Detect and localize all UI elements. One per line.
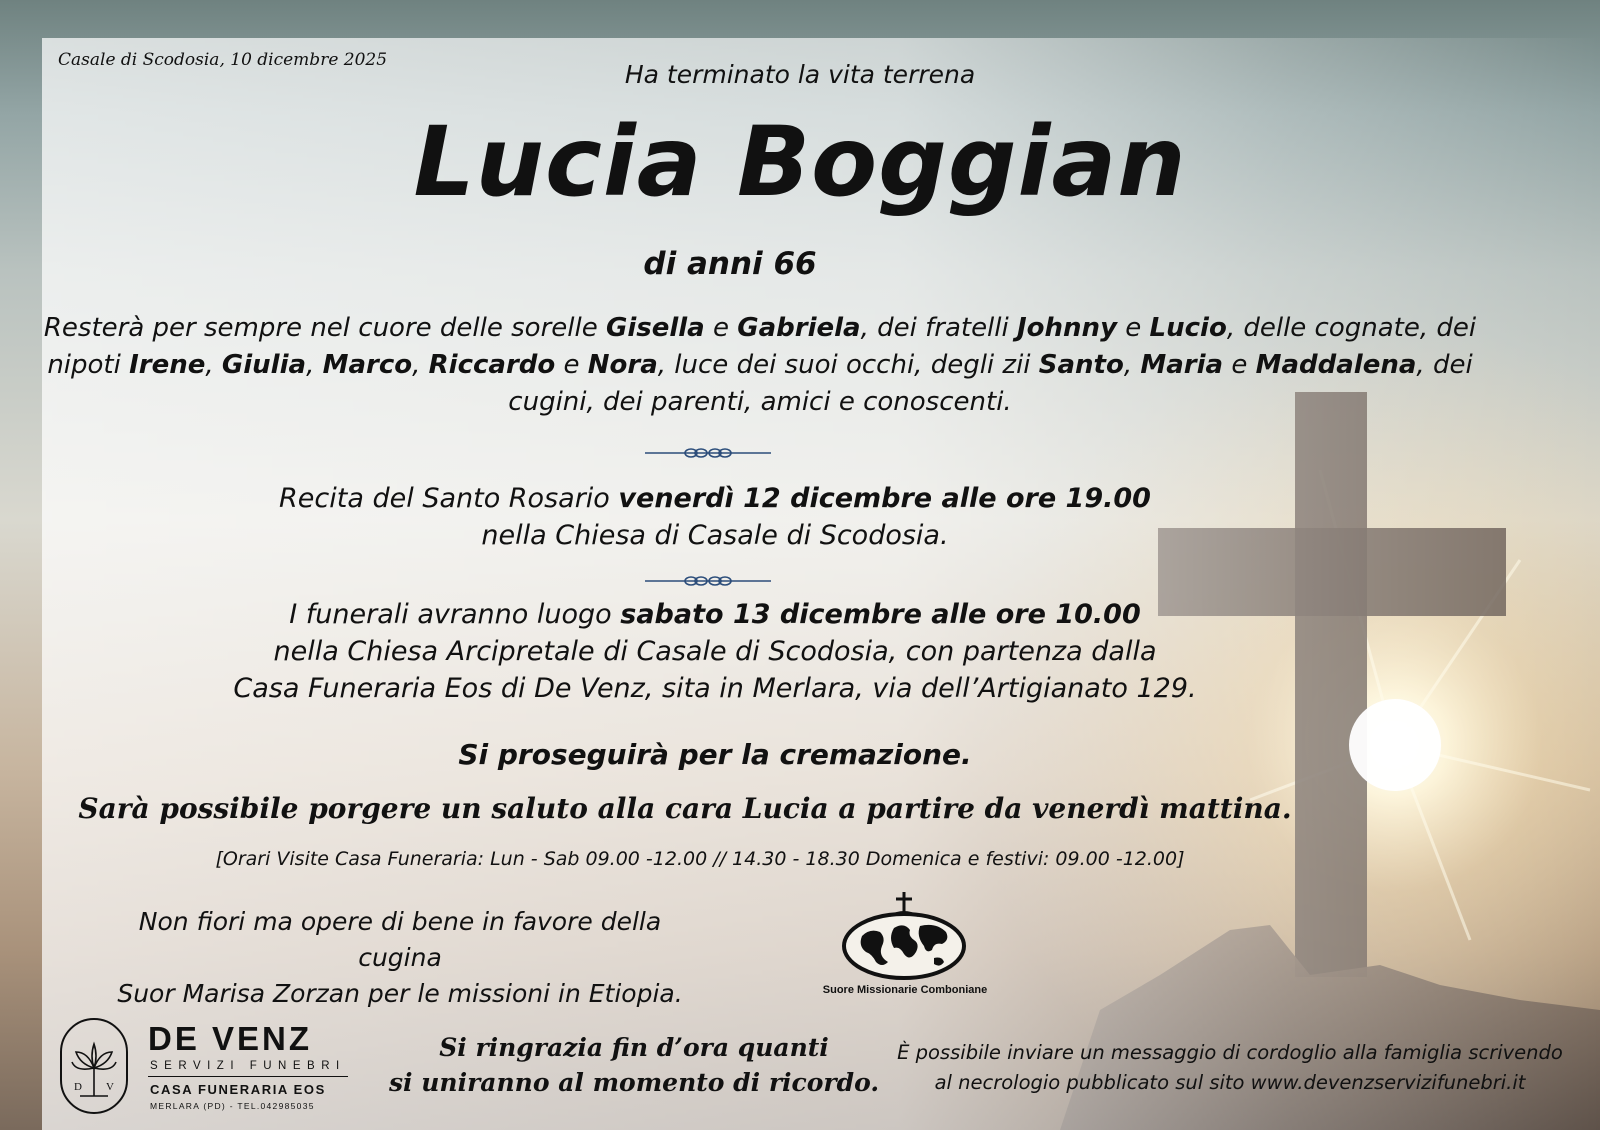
family-paragraph: Resterà per sempre nel cuore delle sorelle Gisella e Gabriela, dei fratelli Johnny e Lucio, delle cognate, dei nipoti Irene, Giulia, Marco, Riccardo e Nora, luce dei suoi occhi, degli zii Santo, Maria e Maddalena, dei cugini, dei parenti, amici e conoscenti. [43, 313, 1477, 417]
svg-text:D: D [74, 1081, 82, 1093]
relative-name: Maria [1140, 350, 1224, 380]
visiting-hours: [Orari Visite Casa Funeraria: Lun - Sab 09.00 -12.00 // 14.30 - 18.30 Domenica e festivi: 09.00 -12.00] [215, 848, 1185, 870]
age-line: di anni 66 [643, 246, 817, 282]
devenz-logo-icon [58, 1016, 130, 1116]
relative-name: Giulia [221, 350, 307, 380]
condolence-note: È possibile inviare un messaggio di cordoglio alla famiglia scrivendo al necrologio pubblicato sul sito www.devenzservizifunebri.it [897, 1041, 1563, 1094]
ornament-divider [645, 443, 771, 463]
intro-line: Ha terminato la vita terrena [624, 60, 976, 89]
missions-globe-icon [832, 892, 976, 982]
date-place: Casale di Scodosia, 10 dicembre 2025 [58, 50, 388, 70]
relative-name: Santo [1038, 350, 1124, 380]
donation-note: Non fiori ma opere di bene in favore della cugina Suor Marisa Zorzan per le missioni in Etiopia. [117, 907, 683, 1008]
missions-label: Suore Missionarie Comboniane [822, 984, 988, 996]
brand-funeral-home: CASA FUNERARIA EOS [150, 1082, 326, 1097]
relative-name: Gisella [605, 313, 705, 343]
relative-name: Nora [587, 350, 658, 380]
relative-name: Maddalena [1255, 350, 1417, 380]
thanks-note: Si ringrazia fin d’ora quanti si uniranno al momento di ricordo. [388, 1033, 880, 1097]
brand-contact: MERLARA (PD) - TEL.042985035 [150, 1101, 315, 1111]
relative-name: Marco [322, 350, 413, 380]
brand-name: DE VENZ [148, 1020, 313, 1057]
rosary-datetime: venerdì 12 dicembre alle ore 19.00 [618, 483, 1151, 514]
relative-name: Gabriela [737, 313, 861, 343]
funeral-announcement: I funerali avranno luogo sabato 13 dicembre alle ore 10.00 nella Chiesa Arcipretale di Casale di Scodosia, con partenza dalla Casa Funeraria Eos di De Venz, sita in Merlara, via dell’Artigianato 129. [233, 599, 1197, 704]
deceased-name: Lucia Boggian [413, 106, 1187, 218]
cremation-note: Si proseguirà per la cremazione. [458, 738, 972, 771]
relative-name: Johnny [1017, 313, 1118, 343]
relative-name: Riccardo [428, 350, 556, 380]
funeral-datetime: sabato 13 dicembre alle ore 10.00 [620, 599, 1141, 630]
ornament-divider [645, 571, 771, 591]
rosary-announcement: Recita del Santo Rosario venerdì 12 dicembre alle ore 19.00 nella Chiesa di Casale di Scodosia. [279, 483, 1151, 551]
brand-tagline: SERVIZI FUNEBRI [150, 1060, 346, 1072]
relative-name: Lucio [1149, 313, 1227, 343]
svg-text:V: V [106, 1081, 114, 1093]
relative-name: Irene [129, 350, 206, 380]
greeting-note: Sarà possibile porgere un saluto alla cara Lucia a partire da venerdì mattina. [78, 792, 1292, 825]
brand-divider [148, 1076, 348, 1077]
